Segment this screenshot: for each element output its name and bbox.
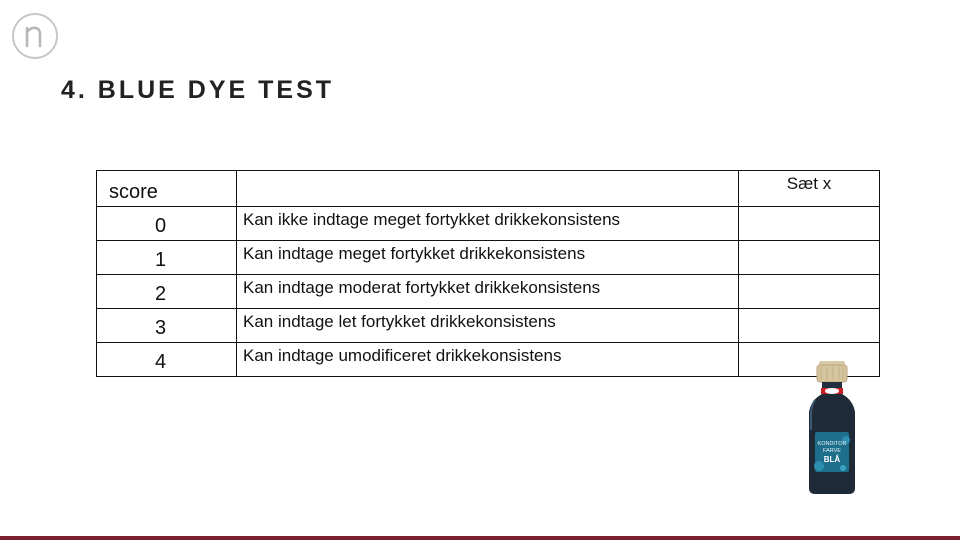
table-row [97,275,880,309]
mark-cell[interactable] [739,207,880,241]
score-description: Kan indtage umodificeret drikkekonsistens [237,343,739,377]
bottle-label-line2: FARVE [823,448,841,454]
score-value: 0 [97,207,237,241]
blue-dye-bottle-image [803,360,861,496]
table-row [97,207,880,241]
mark-cell[interactable] [739,309,880,343]
score-value: 4 [97,343,237,377]
table-row [97,241,880,275]
score-table [96,170,880,377]
logo [12,13,58,59]
score-value: 2 [97,275,237,309]
page-title: 4. BLUE DYE TEST [61,76,335,104]
score-description: Kan indtage meget fortykket drikkekonsistens [237,241,739,275]
table-row [97,343,880,377]
score-value: 1 [97,241,237,275]
score-description: Kan indtage let fortykket drikkekonsistens [237,309,739,343]
bottom-accent-bar [0,536,960,540]
score-header: score [97,171,237,207]
description-header [237,171,739,207]
mark-header: Sæt x [739,171,880,207]
bottle-label-line3: BLÅ [823,455,841,464]
score-description: Kan ikke indtage meget fortykket drikkekonsistens [237,207,739,241]
bottle-label-line1: KONDITOR [817,441,847,447]
mark-cell[interactable] [739,275,880,309]
n-monogram-icon [14,15,56,57]
table-row [97,309,880,343]
mark-cell[interactable] [739,241,880,275]
score-value: 3 [97,309,237,343]
table-header-row [97,171,880,207]
score-description: Kan indtage moderat fortykket drikkekonsistens [237,275,739,309]
